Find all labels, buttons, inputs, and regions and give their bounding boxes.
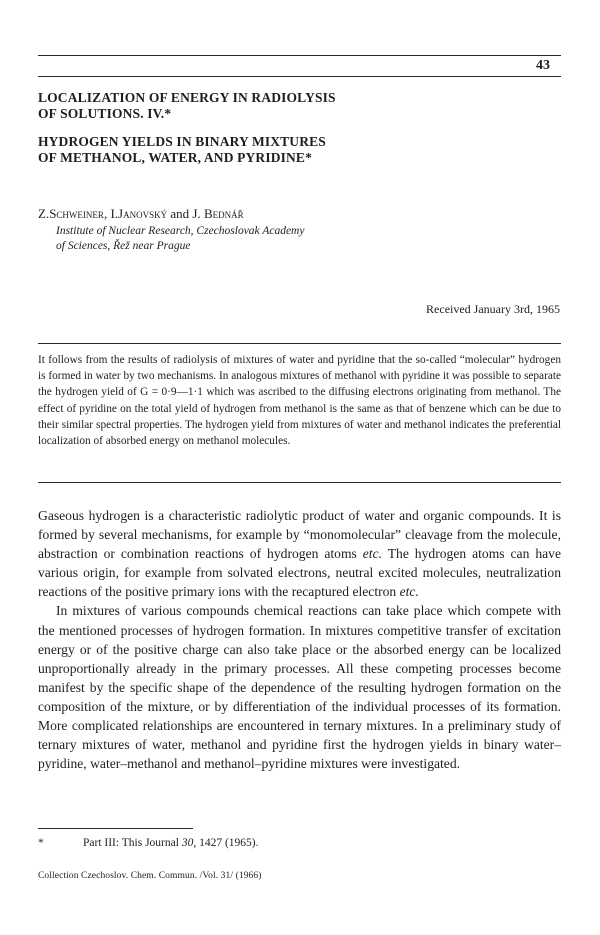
author-3: Bednář bbox=[203, 206, 244, 221]
title-line-1: LOCALIZATION OF ENERGY IN RADIOLYSIS bbox=[38, 90, 336, 105]
footnote-rule bbox=[38, 828, 193, 829]
abstract: It follows from the results of radiolysis of mixtures of water and pyridine that the so-called “molecular” hydrogen is formed in water by two mechanisms. In analogous mixtures of methanol with pyridine it was possible to separate the hydrogen yield of G = 0·9—1·1 which was ascribed to the diffusing electrons originating from methanol. The effect of pyridine on the total yield of hydrogen from methanol is the same as that of benzene which can be due to their similar spectral properties. The hydrogen yield from mixtures of water and methanol indicates the preferential localization of absorbed energy on methanol molecules. bbox=[38, 354, 561, 448]
top-rule bbox=[38, 55, 561, 56]
article-subtitle bbox=[38, 134, 326, 166]
footnote-mark: * bbox=[38, 837, 44, 849]
abstract-top-rule bbox=[38, 343, 561, 344]
author-1: Schweiner bbox=[49, 206, 104, 221]
paragraph-1: Gaseous hydrogen is a characteristic radiolytic product of water and organic compounds. It is formed by several mechanisms, for example by “monomolecular” cleavage from the molecule, abstraction or combination reactions of hydrogen atoms etc. The hydrogen atoms can have various origin, for example from solvated electrons, neutral excited molecules, neutralization reactions of the positive primary ions with the recaptured electron etc. bbox=[38, 508, 561, 600]
footnote: * Part III: This Journal 30, 1427 (1965). bbox=[38, 837, 259, 849]
abstract-bottom-rule bbox=[38, 482, 561, 483]
author-2: Janovský bbox=[118, 206, 168, 221]
page-number: 43 bbox=[536, 58, 550, 73]
subtitle-line-1: HYDROGEN YIELDS IN BINARY MIXTURES bbox=[38, 134, 326, 149]
title-line-2: OF SOLUTIONS. IV.* bbox=[38, 106, 172, 121]
journal-colophon: Collection Czechoslov. Chem. Commun. /Vol. 31/ (1966) bbox=[38, 871, 262, 881]
paragraph-2: In mixtures of various compounds chemical reactions can take place which compete with the mentioned processes of hydrogen formation. In mixtures competitive transfer of excitation energy or of the positive charge can also take place or the absorbed energy can be localized unproportionally already in the primary processes. All these competing processes become manifest by the specific shape of the dependence of the resulting hydrogen formation on the composition of the mixture, or by differentiation of the individual processes of its formation. More complicated relationships are encountered in ternary mixtures. In a preliminary study of ternary mixtures of water, methanol and pyridine first the hydrogen yields in binary water–pyridine, water–methanol and methanol–pyridine mixtures were investigated. bbox=[38, 603, 561, 772]
subtitle-line-2: OF METHANOL, WATER, AND PYRIDINE* bbox=[38, 150, 312, 165]
article-title bbox=[38, 90, 336, 122]
body-text bbox=[38, 506, 561, 773]
authors: Z.Schweiner, I.Janovský and J. Bednář bbox=[38, 206, 244, 221]
affiliation: Institute of Nuclear Research, Czechoslovak Academy of Sciences, Řež near Prague bbox=[56, 225, 305, 252]
received-date: Received January 3rd, 1965 bbox=[426, 302, 560, 316]
header-rule bbox=[38, 76, 561, 77]
